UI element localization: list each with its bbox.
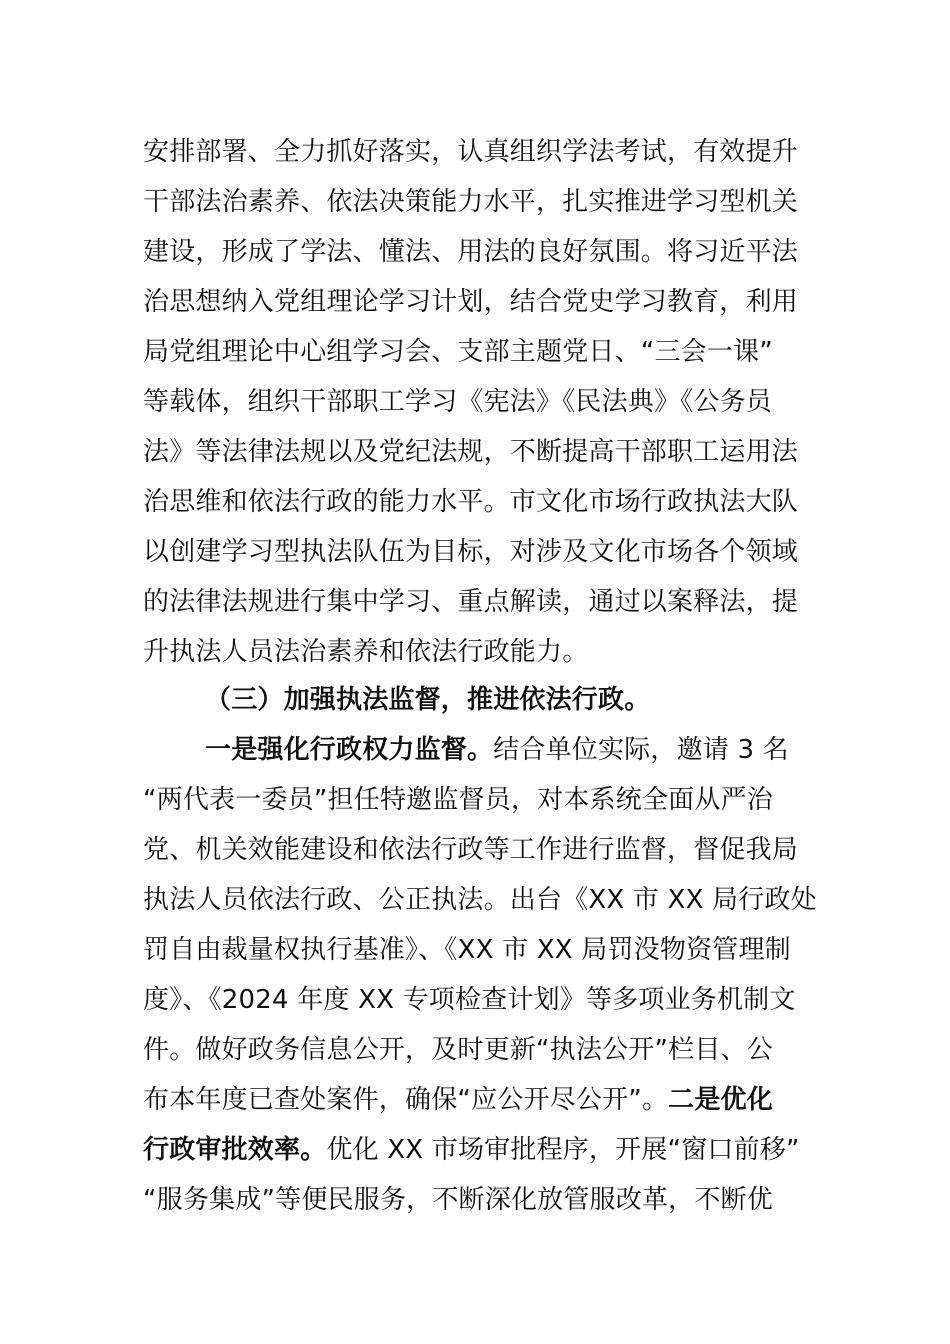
- para2-line-5: 罚自由裁量权执行基准》、《XX 市 XX 局罚没物资管理制: [143, 935, 791, 965]
- para2-line-8: [143, 1080, 813, 1120]
- body-line-1: 安排部署、全力抓好落实，认真组织学法考试，有效提升: [143, 137, 799, 167]
- body-line-6: 等载体，组织干部职工学习《宪法》《民法典》《公务员: [143, 387, 773, 417]
- para2-line-10: “服务集成”等便民服务，不断深化放管服改革，不断优: [143, 1185, 773, 1215]
- para2-line-4: 执法人员依法行政、公正执法。出台《XX 市 XX 局行政处: [143, 885, 817, 915]
- emphasis-2-end: 行政审批效率。: [143, 1135, 327, 1165]
- body-line-4: 治思想纳入党组理论学习计划，结合党史学习教育，利用: [143, 287, 799, 317]
- body-line-2: 干部法治素养、依法决策能力水平，扎实推进学习型机关: [143, 187, 799, 217]
- body-line-5: 局党组理论中心组学习会、支部主题党日、“三会一课”: [143, 337, 773, 367]
- body-line-7: 法》等法律法规以及党纪法规，不断提高干部职工运用法: [143, 437, 799, 467]
- body-line-11: 升执法人员法治素养和依法行政能力。: [143, 637, 589, 667]
- para2-line-2: “两代表一委员”担任特邀监督员，对本系统全面从严治: [143, 785, 773, 815]
- para2-line-6: 度》、《2024 年度 XX 专项检查计划》等多项业务机制文: [143, 985, 796, 1015]
- body-line-3: 建设，形成了学法、懂法、用法的良好氛围。将习近平法: [143, 237, 799, 267]
- body-line-9: 以创建学习型执法队伍为目标，对涉及文化市场各个领域: [143, 537, 799, 567]
- para2-line-1-text: 结合单位实际，邀请 3 名: [493, 735, 789, 765]
- para2-line-8-text: 布本年度已查处案件，确保“应公开尽公开”。: [143, 1085, 669, 1115]
- para2-line-7: 件。做好政务信息公开，及时更新“执法公开”栏目、公: [143, 1035, 773, 1065]
- emphasis-2-start: 二是优化: [668, 1085, 773, 1115]
- body-line-8: 治思维和依法行政的能力水平。市文化市场行政执法大队: [143, 487, 799, 517]
- para2-line-9-text: 优化 XX 市场审批程序，开展“窗口前移”: [326, 1135, 800, 1165]
- emphasis-1: 一是强化行政权力监督。: [205, 735, 494, 765]
- section-heading: （三）加强执法监督，推进依法行政。: [205, 685, 651, 715]
- para2-line-3: 党、机关效能建设和依法行政等工作进行监督，督促我局: [143, 835, 799, 865]
- para2-line-1: [205, 730, 875, 770]
- body-line-10: 的法律法规进行集中学习、重点解读，通过以案释法，提: [143, 587, 799, 617]
- para2-line-9: [143, 1130, 813, 1170]
